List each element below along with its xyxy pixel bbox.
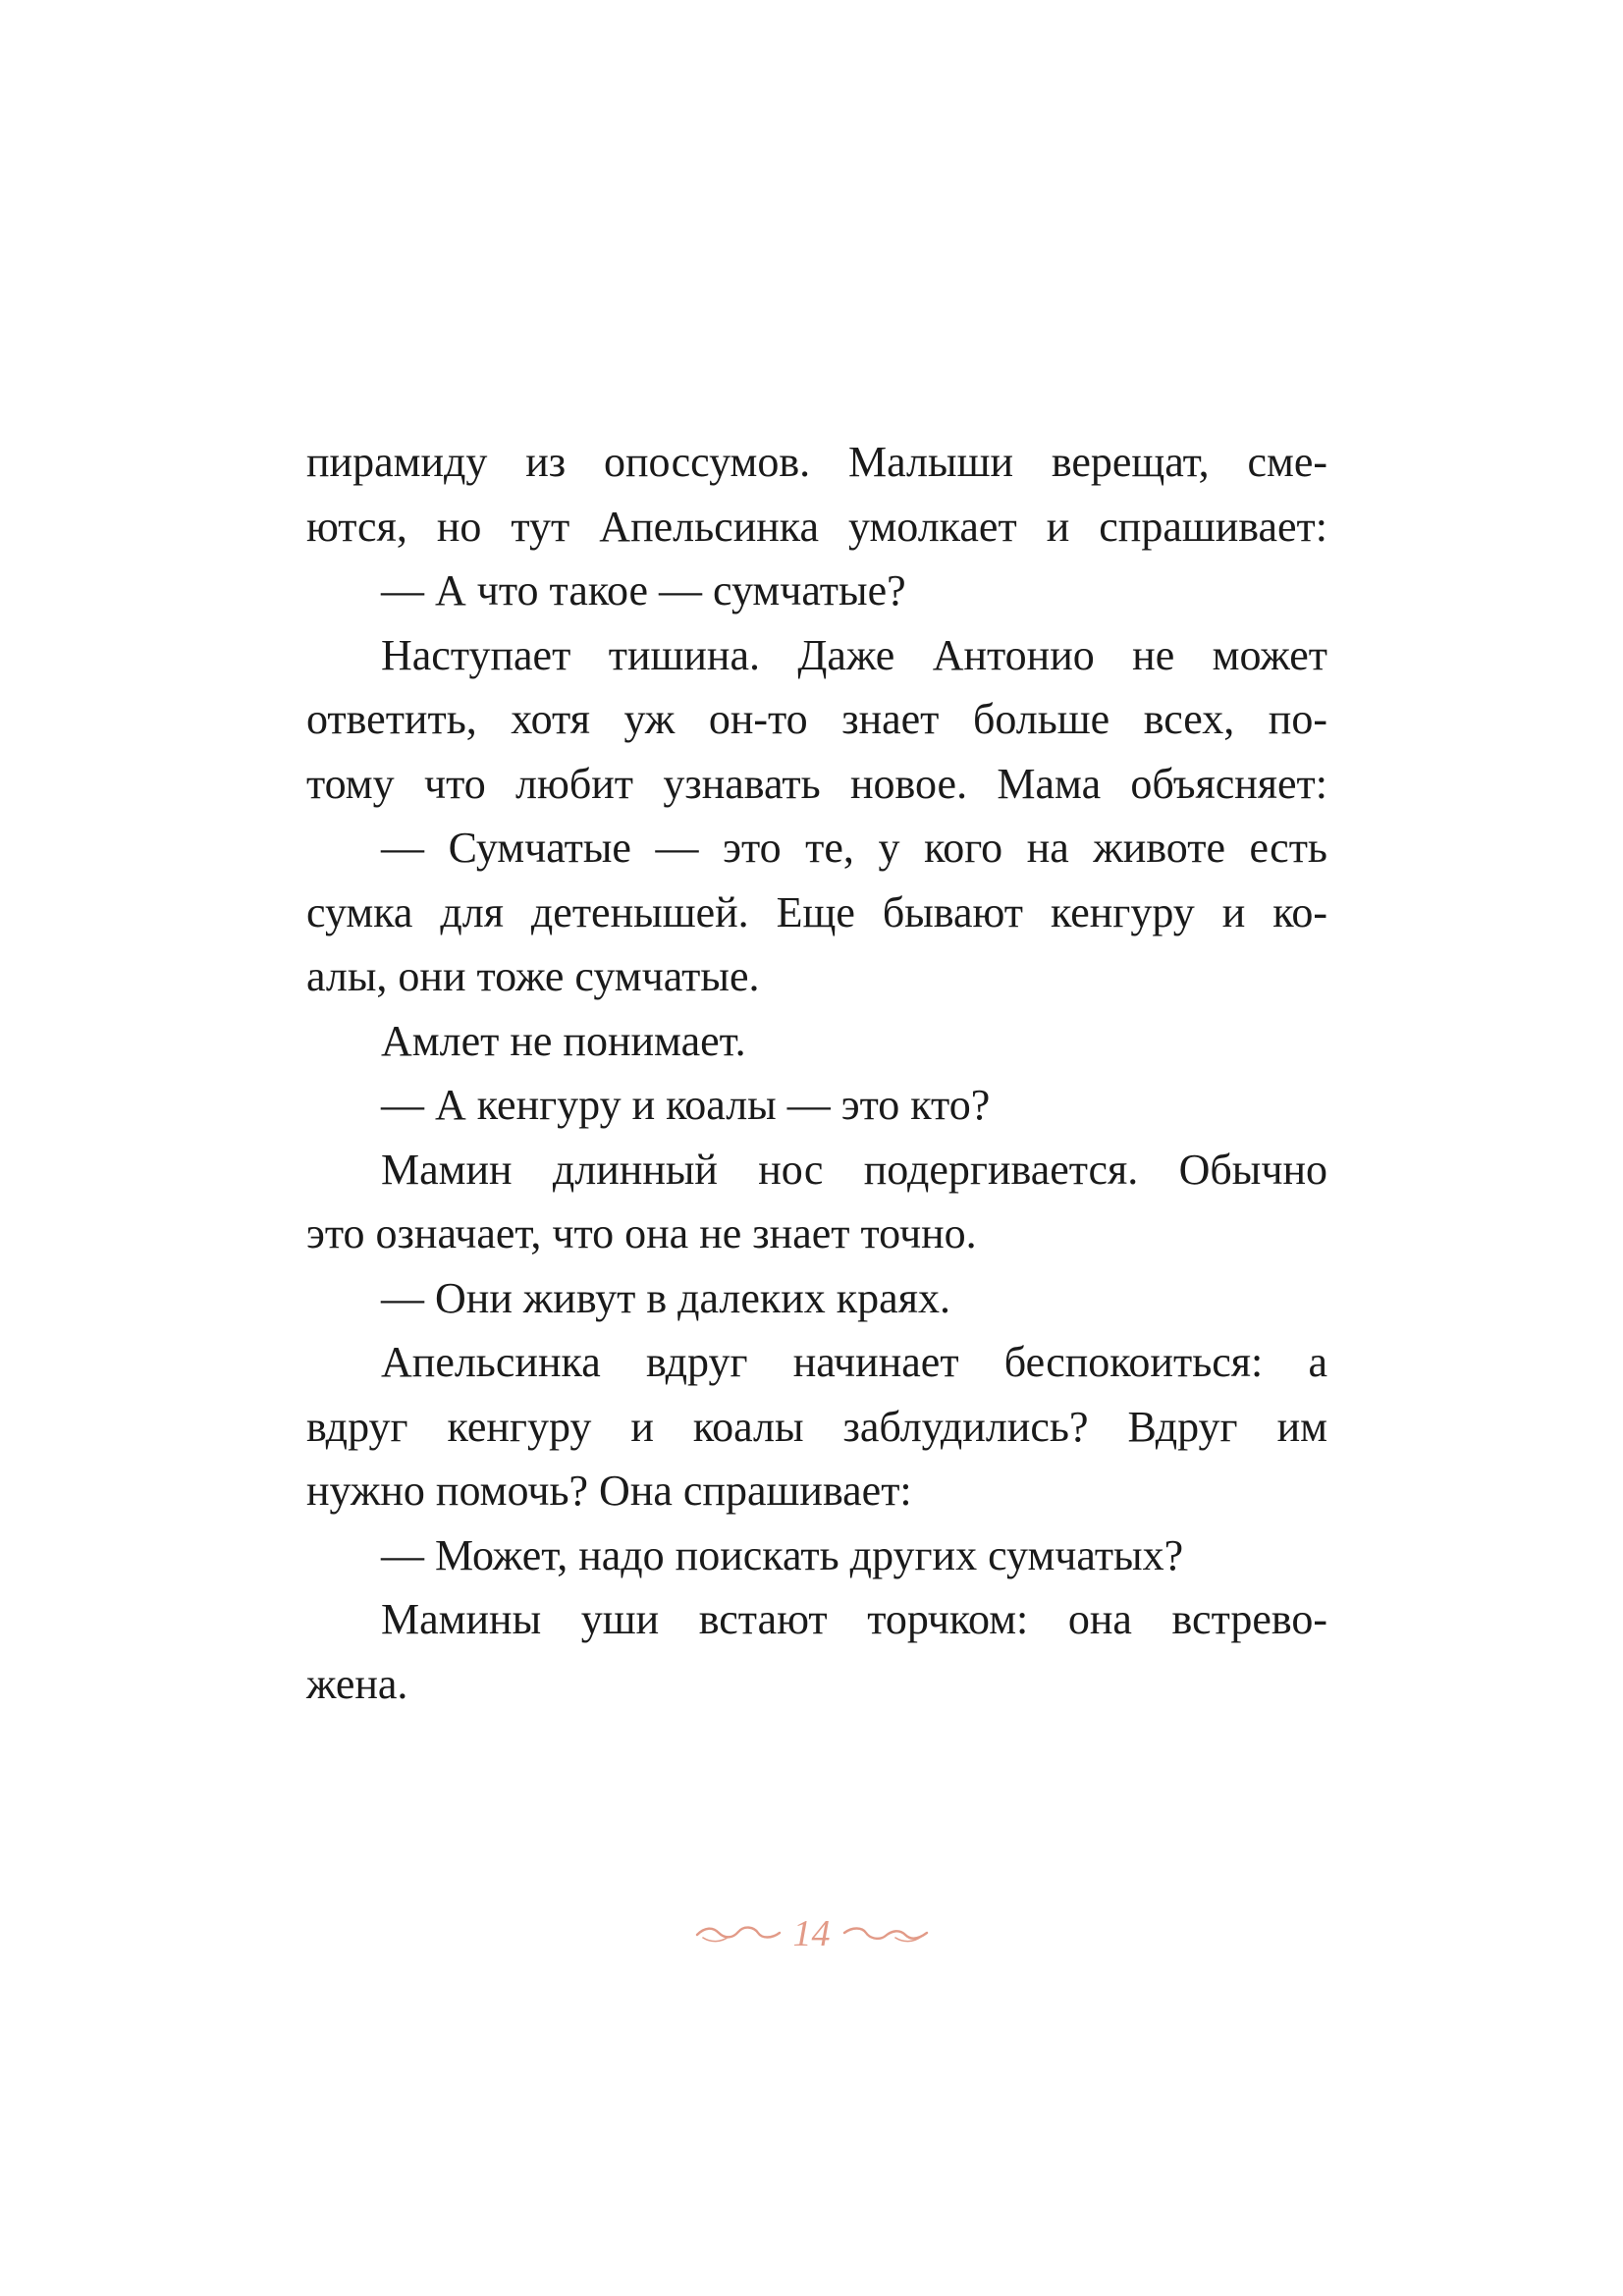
text-line: нужно помочь? Она спрашивает: [306, 1467, 912, 1515]
swirl-ornament-icon [693, 1923, 784, 1945]
text-line: — А кенгуру и коалы — это кто? [381, 1081, 991, 1129]
page-folio [0, 1904, 1623, 1963]
text-line: Апельсинка вдруг начинает беспокоиться: а [381, 1338, 1327, 1386]
text-line: пирамиду из опоссумов. Малыши верещат, сме- [306, 438, 1327, 486]
text-line: Амлет не понимает. [381, 1016, 746, 1065]
text-line: алы, они тоже сумчатые. [306, 952, 760, 1000]
text-line: Мамины уши встают торчком: она встрево- [381, 1595, 1327, 1643]
text-line: ответить, хотя уж он-то знает больше всех, по- [306, 695, 1327, 743]
text-line: это означает, что она не знает точно. [306, 1209, 977, 1257]
swirl-ornament-icon [840, 1923, 931, 1945]
text-line: ются, но тут Апельсинка умолкает и спрашивает: [306, 502, 1327, 551]
text-line: вдруг кенгуру и коалы заблудились? Вдруг им [306, 1402, 1327, 1451]
text-line: — Может, надо поискать других сумчатых? [381, 1530, 1184, 1579]
text-line: — А что такое — сумчатые? [381, 566, 906, 614]
text-line: Наступает тишина. Даже Антонио не может [381, 630, 1327, 679]
page-number: 14 [792, 1913, 831, 1954]
text-line: — Сумчатые — это те, у кого на животе есть [381, 824, 1327, 872]
text-line: жена. [306, 1659, 408, 1708]
body-text [306, 430, 1327, 1716]
text-line: — Они живут в далеких краях. [381, 1273, 950, 1322]
text-line: сумка для детенышей. Еще бывают кенгуру и ко- [306, 887, 1327, 936]
text-line: Мамин длинный нос подергивается. Обычно [381, 1145, 1327, 1194]
text-line: тому что любит узнавать новое. Мама объясняет: [306, 759, 1327, 808]
